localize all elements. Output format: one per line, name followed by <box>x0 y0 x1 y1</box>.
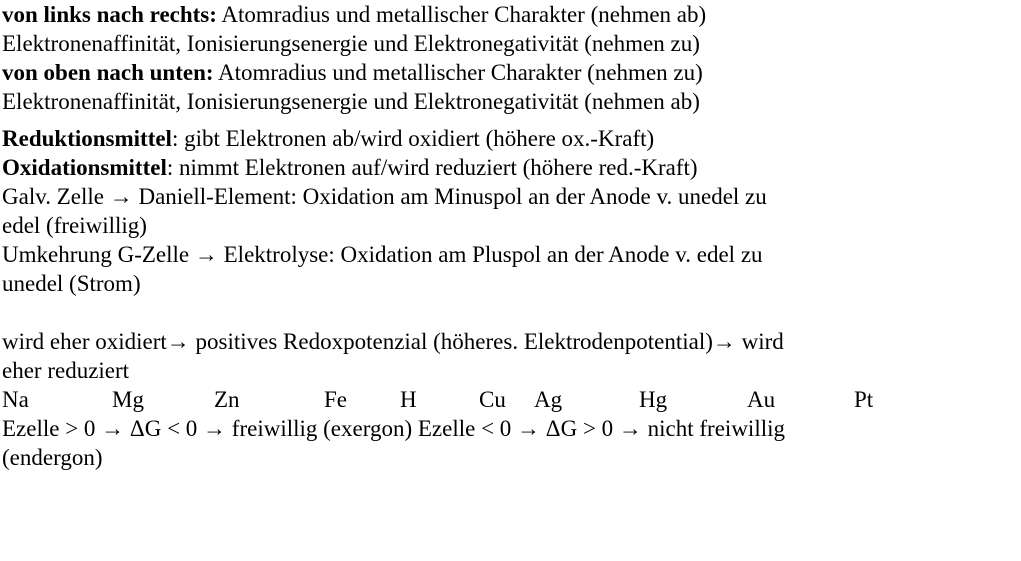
trend-left-right <box>2 0 1017 29</box>
redox-potential-line-cont: eher reduziert <box>2 358 130 383</box>
element-pt: Pt <box>854 387 874 412</box>
element-mg: Mg <box>112 387 144 412</box>
gibbs-energy-line: Ezelle > 0 → ΔG < 0 → freiwillig (exergon) Ezelle < 0 → ΔG > 0 → nicht freiwillig <box>2 416 785 441</box>
trend-top-bottom-heading: von oben nach unten: <box>2 60 214 85</box>
galvanic-cell-line-cont: edel (freiwillig) <box>2 213 147 238</box>
oxidationsmittel-text: : nimmt Elektronen auf/wird reduziert (höhere red.-Kraft) <box>166 155 698 180</box>
element-au: Au <box>747 387 776 412</box>
trend-top-bottom-detail: Elektronenaffinität, Ionisierungsenergie und Elektronegativität (nehmen ab) <box>2 89 700 114</box>
element-ag: Ag <box>534 387 563 412</box>
element-cu: Cu <box>479 387 506 412</box>
reduktionsmittel-term: Reduktionsmittel <box>2 126 172 151</box>
galvanic-cell-line: Galv. Zelle → Daniell-Element: Oxidation am Minuspol an der Anode v. unedel zu <box>2 184 767 209</box>
oxidationsmittel-term: Oxidationsmittel <box>2 155 167 180</box>
redox-potential-line: wird eher oxidiert→ positives Redoxpotenzial (höheres. Elektrodenpotential)→ wird <box>2 329 784 354</box>
reduktionsmittel-text: : gibt Elektronen ab/wird oxidiert (höhere ox.-Kraft) <box>171 126 655 151</box>
element-fe: Fe <box>324 387 347 412</box>
trend-left-right-detail: Elektronenaffinität, Ionisierungsenergie und Elektronegativität (nehmen zu) <box>2 31 700 56</box>
element-na: Na <box>2 387 29 412</box>
trend-left-right-text: Atomradius und metallischer Charakter (nehmen ab) <box>216 2 707 27</box>
reduktionsmittel-line <box>2 124 1017 153</box>
trend-left-right-heading: von links nach rechts: <box>2 2 217 27</box>
trend-top-bottom <box>2 58 1017 87</box>
electrolysis-line-cont: unedel (Strom) <box>2 271 141 296</box>
gibbs-energy-line-cont: (endergon) <box>2 445 103 470</box>
element-hg: Hg <box>639 387 668 412</box>
trend-top-bottom-text: Atomradius und metallischer Charakter (nehmen zu) <box>213 60 703 85</box>
redox-series <box>2 385 1017 414</box>
oxidationsmittel-line <box>2 153 1017 182</box>
document <box>2 0 1017 472</box>
electrolysis-line: Umkehrung G-Zelle → Elektrolyse: Oxidation am Pluspol an der Anode v. edel zu <box>2 242 763 267</box>
element-zn: Zn <box>214 387 240 412</box>
element-h: H <box>400 387 417 412</box>
